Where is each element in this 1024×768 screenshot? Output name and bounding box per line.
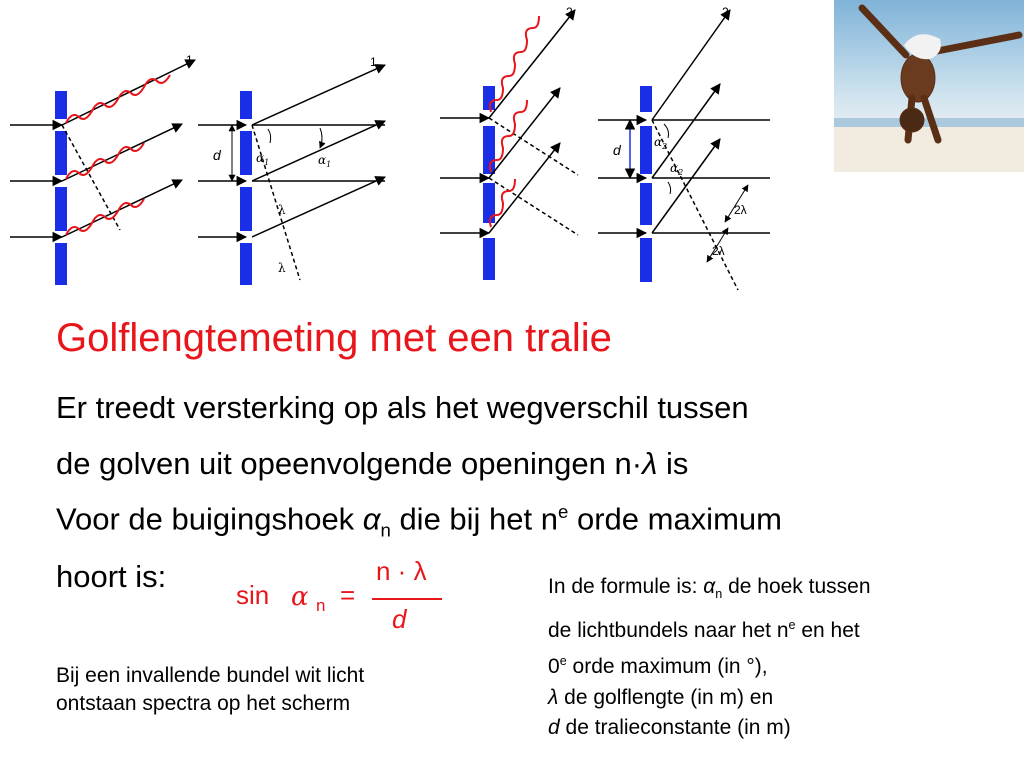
explanation-line-4 xyxy=(548,683,871,714)
grating-bar xyxy=(55,243,67,285)
two-lambda-label: 2λ xyxy=(734,203,747,217)
formula-alpha: α xyxy=(291,582,309,612)
text: In de formule is: xyxy=(548,575,704,598)
formula-subscript: n xyxy=(316,596,326,615)
formula-explanation xyxy=(548,572,871,744)
ray-label: 1 xyxy=(186,53,193,67)
text: orde maximum (in °), xyxy=(566,655,768,679)
text: de lichtbundels naar het n xyxy=(548,618,789,642)
lambda-label: λ xyxy=(278,261,286,275)
grating-bar xyxy=(640,126,652,174)
formula-sin: sin xyxy=(236,580,270,610)
diagram-d-order2-geometry xyxy=(598,5,770,290)
explanation-line-1 xyxy=(548,572,871,610)
lambda-label: λ xyxy=(278,203,286,217)
spectra-note xyxy=(56,662,364,718)
formula-denominator: d xyxy=(392,604,407,634)
body-text: de golven uit opeenvolgende openingen n· xyxy=(56,446,643,481)
superscript: e xyxy=(559,654,567,669)
body-text: Voor de buigingshoek xyxy=(56,501,363,537)
spectra-line-2: ontstaan spectra op het scherm xyxy=(56,692,351,715)
body-line-4: hoort is: xyxy=(56,559,167,594)
alpha-label: $\alpha_2$ xyxy=(654,135,668,151)
body-line-3 xyxy=(56,501,782,542)
grating-bar xyxy=(640,183,652,225)
grating-bar xyxy=(483,238,495,280)
formula-numerator: n · λ xyxy=(376,556,427,586)
two-lambda-label: 2λ xyxy=(712,244,725,258)
ray-label: 1 xyxy=(370,55,377,69)
grating-bar xyxy=(240,243,252,285)
body-line-2 xyxy=(56,446,688,482)
d-symbol: d xyxy=(548,716,560,740)
grating-bar xyxy=(483,183,495,223)
slide-title: Golflengtemeting met een tralie xyxy=(56,316,612,360)
grating-bar xyxy=(640,238,652,282)
subscript: n xyxy=(380,519,391,541)
text: de tralieconstante (in m) xyxy=(559,716,791,740)
superscript: e xyxy=(788,617,796,632)
grating-bar xyxy=(240,131,252,175)
lambda-symbol: λ xyxy=(642,446,658,481)
subscript: n xyxy=(715,587,723,602)
alpha-symbol: α xyxy=(703,575,716,598)
text: 0 xyxy=(548,655,560,679)
alpha-label: $\alpha_2$ xyxy=(670,161,684,177)
spectra-line-1: Bij een invallende bundel wit licht xyxy=(56,664,365,687)
diagram-a-order1-waves xyxy=(10,53,195,285)
body-text: die bij het n xyxy=(390,501,558,537)
grating-bar xyxy=(640,86,652,112)
diagram-c-order2-waves xyxy=(440,5,578,280)
grating-bar xyxy=(55,131,67,175)
formula-equals: = xyxy=(340,580,356,610)
alpha-symbol: α xyxy=(362,501,381,537)
grating-bar xyxy=(55,187,67,231)
explanation-line-5 xyxy=(548,713,871,744)
d-label: d xyxy=(613,142,621,158)
ray-label: 2 xyxy=(722,5,729,19)
cartwheel-photo xyxy=(834,0,1024,172)
body-line-1: Er treedt versterking op als het wegverschil tussen xyxy=(56,390,749,425)
body-text: is xyxy=(657,446,689,481)
formula-fraction-bar xyxy=(372,598,442,600)
lambda-symbol: λ xyxy=(548,685,559,709)
alpha-label: $\alpha_1$ xyxy=(318,153,332,169)
d-label: d xyxy=(213,147,221,163)
text: en het xyxy=(795,618,860,642)
diagram-b-order1-geometry xyxy=(198,55,385,285)
alpha-label: $\alpha_1$ xyxy=(256,151,270,167)
superscript: e xyxy=(558,501,569,522)
text: de golflengte (in m) en xyxy=(558,685,774,709)
text: de hoek tussen xyxy=(722,575,871,598)
grating-diagrams xyxy=(0,0,834,300)
grating-formula xyxy=(236,556,446,640)
body-text: orde maximum xyxy=(568,501,782,537)
grating-bar xyxy=(55,91,67,119)
ray-label: 2 xyxy=(566,5,573,19)
explanation-line-2 xyxy=(548,610,871,647)
explanation-line-3 xyxy=(548,646,871,683)
grating-bar xyxy=(240,187,252,231)
grating-bar xyxy=(240,91,252,119)
